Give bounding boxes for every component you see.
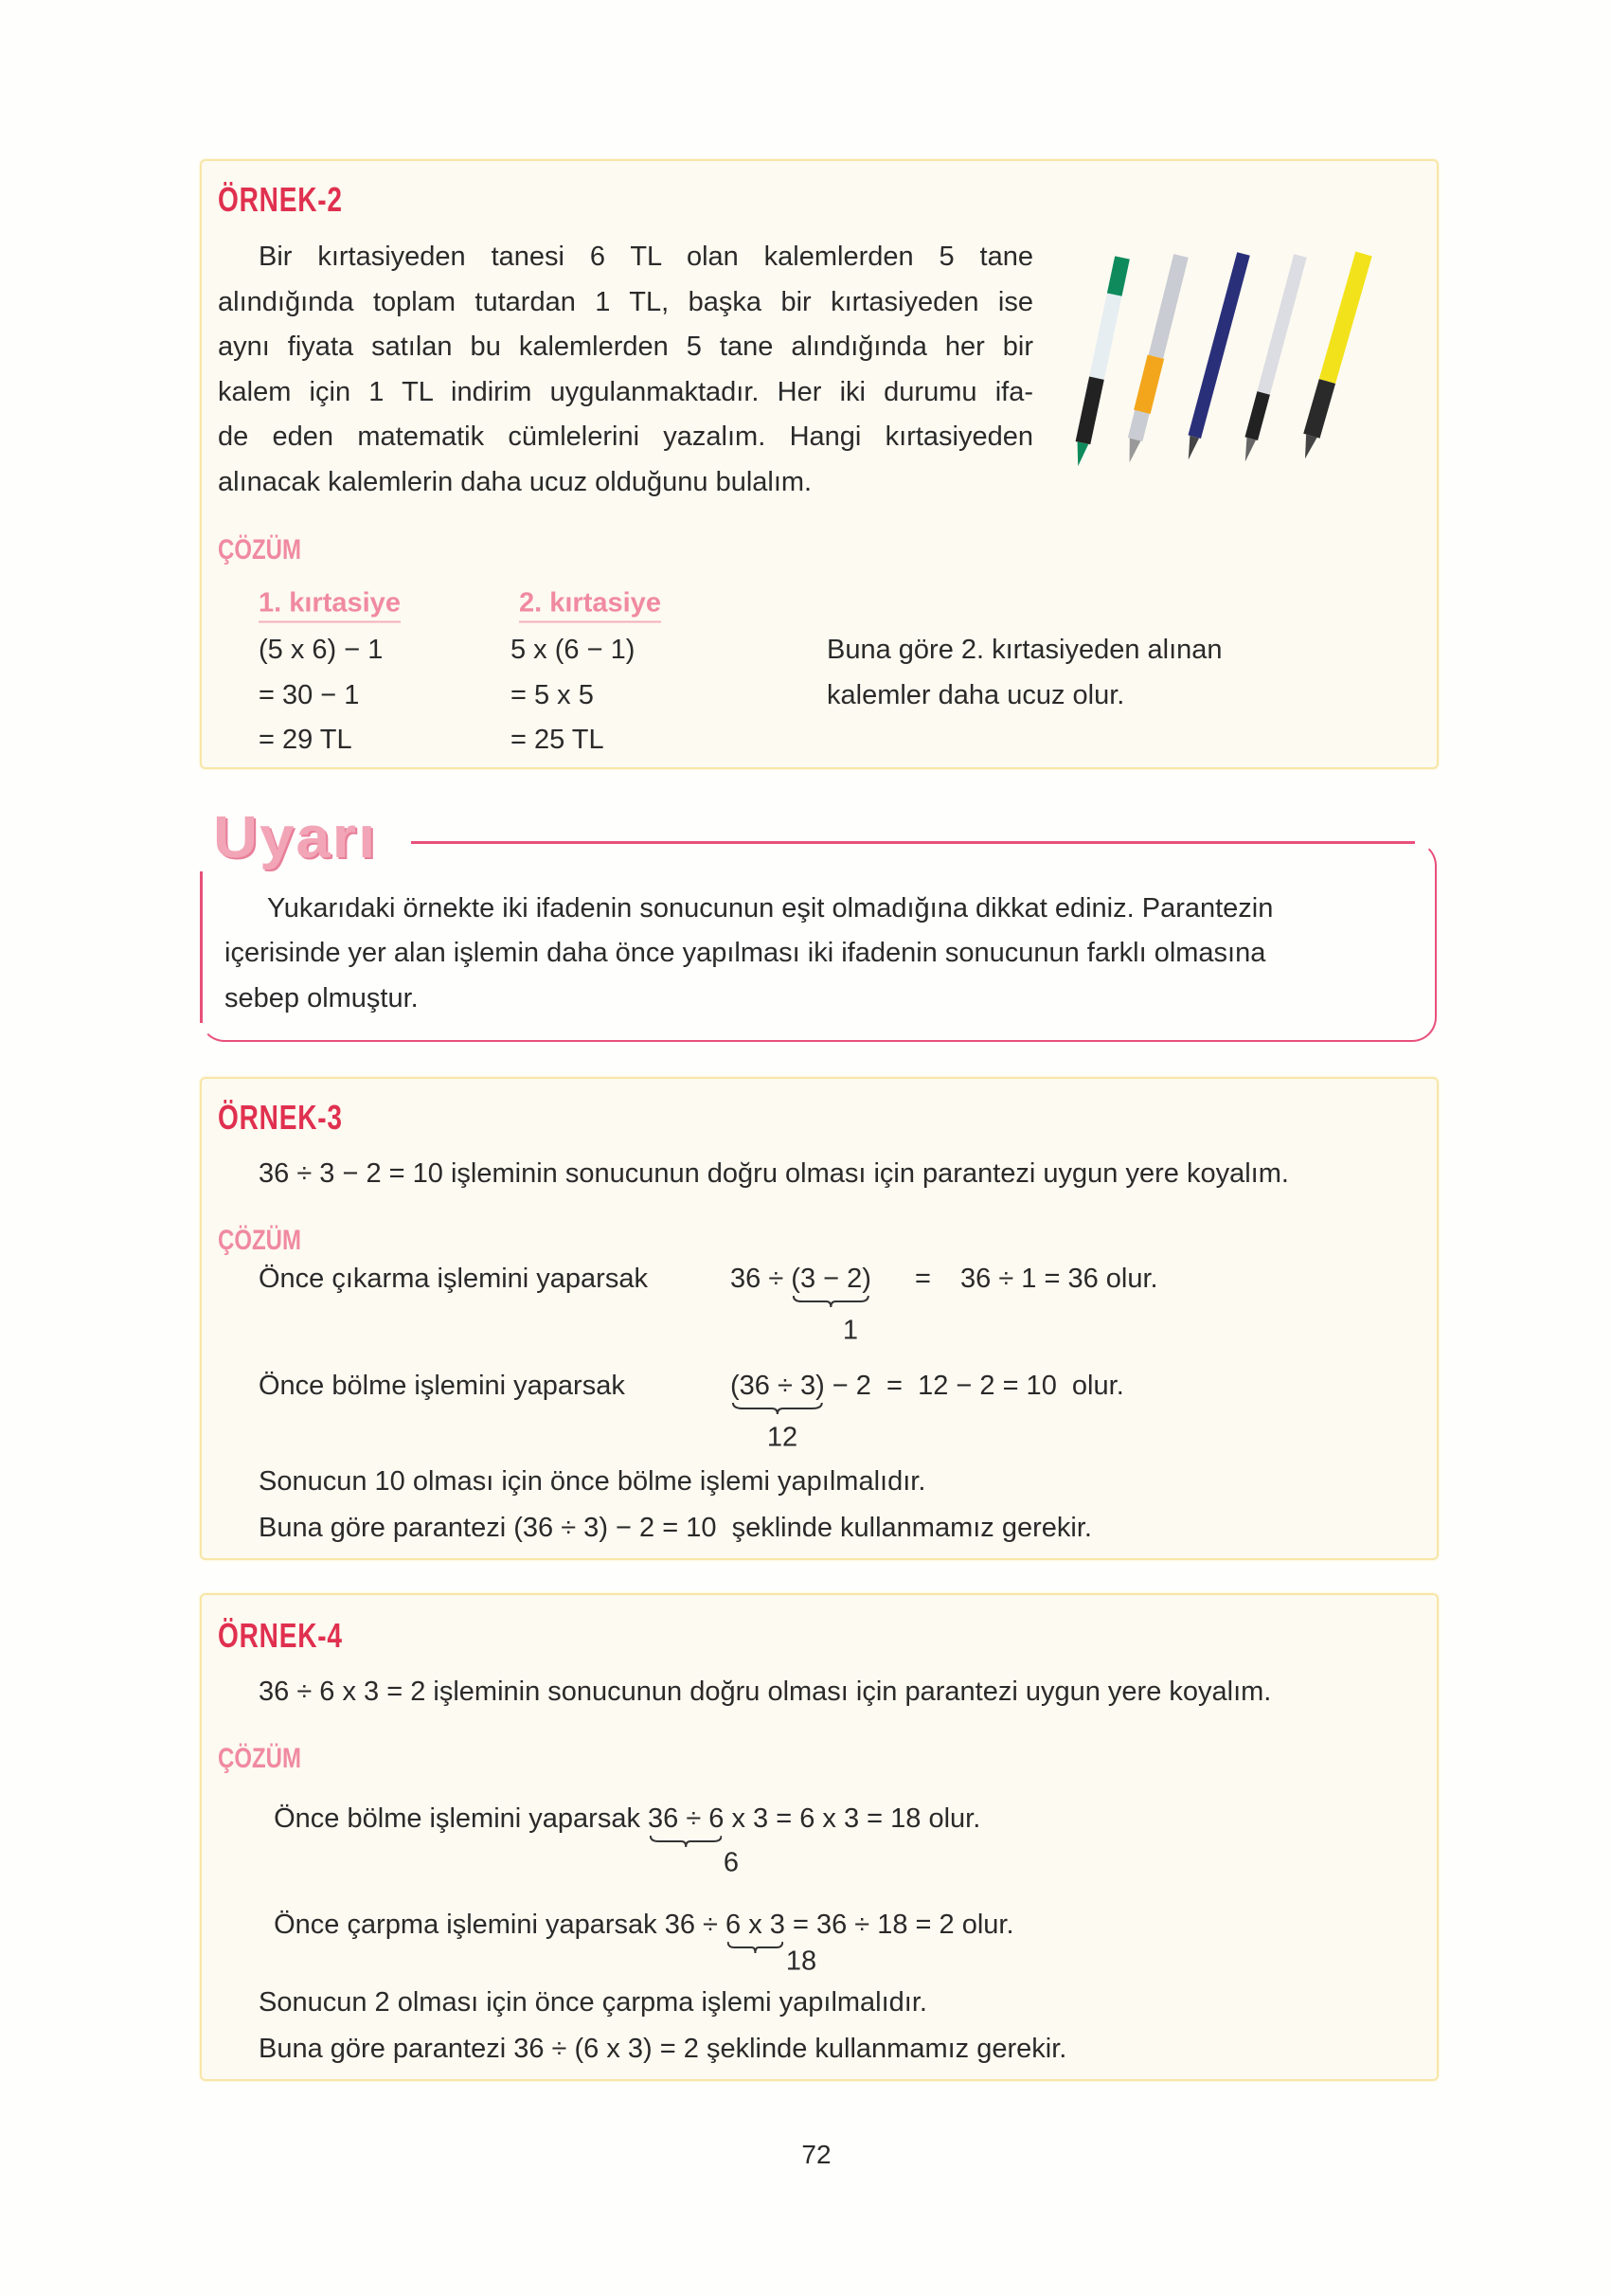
example-3-step1-under-value: 1: [842, 1315, 859, 1346]
example-3-step1-expression: [730, 1263, 871, 1295]
page-number: 72: [801, 2140, 832, 2169]
warning-text-line: içerisinde yer alan işlemin daha önce yapılması iki ifadenin sonucunun farklı olmasına: [224, 938, 1266, 968]
example-4-solution-label: ÇÖZÜM: [218, 1743, 301, 1774]
stationery-1-step: = 29 TL: [259, 725, 352, 755]
example-4-line4: Buna göre parantezi 36 ÷ (6 x 3) = 2 şeklinde kullanmamız gerekir.: [259, 2034, 1067, 2064]
braced-term: [791, 1263, 871, 1295]
expr-prefix: 36 ÷: [730, 1264, 792, 1294]
example-3-solution-label: ÇÖZÜM: [218, 1225, 301, 1256]
example-3-step1-result: 36 ÷ 1 = 36 olur.: [960, 1264, 1158, 1294]
example-2-text-line: de eden matematik cümlelerini yazalım. Hangi kırtasiyeden: [218, 422, 1033, 452]
example-4-line3: Sonucun 2 olması için önce çarpma işlemi yapılmalıdır.: [259, 1987, 927, 2018]
braced-term: [725, 1909, 785, 1941]
warning-title: Uyarı: [213, 804, 378, 870]
stationery-2-step: = 25 TL: [510, 725, 604, 755]
example-2-text-line: Bir kırtasiyeden tanesi 6 TL olan kalemlerden 5 tane: [259, 242, 1033, 272]
braced-text: (3 − 2): [791, 1264, 871, 1294]
stationery-1-header: 1. kırtasiye: [259, 588, 401, 623]
braced-term: [730, 1370, 825, 1402]
example-2-text-line: aynı fiyata satılan bu kalemlerden 5 tane alındığında her bir: [218, 332, 1033, 362]
example-2-title: ÖRNEK-2: [218, 180, 343, 219]
example-2-text-line: alınacak kalemlerin daha ucuz olduğunu bulalım.: [218, 467, 813, 497]
underbrace-icon: [650, 1835, 722, 1848]
example-4-step2-under-value: 18: [785, 1946, 817, 1977]
example-4-title: ÖRNEK-4: [218, 1616, 343, 1655]
underbrace-icon: [793, 1295, 869, 1308]
underbrace-icon: [727, 1941, 783, 1954]
example-2-text-line: alındığında toplam tutardan 1 TL, başka bir kırtasiyeden ise: [218, 287, 1033, 317]
step-label: Önce çarpma işlemini yaparsak 36 ÷: [274, 1910, 726, 1940]
pen-silver-icon: [1239, 254, 1307, 463]
stationery-1-step: (5 x 6) − 1: [259, 635, 384, 665]
warning-text-line: Yukarıdaki örnekte iki ifadenin sonucunun eşit olmadığına dikkat ediniz. Parantezin: [267, 893, 1274, 924]
expr-suffix: − 2 = 12 − 2 = 10 olur.: [824, 1371, 1124, 1401]
expr-suffix: = 36 ÷ 18 = 2 olur.: [784, 1910, 1014, 1940]
example-4-step1: [259, 1770, 980, 1835]
pen-green-icon: [1075, 256, 1130, 467]
braced-text: (36 ÷ 3): [730, 1371, 825, 1401]
example-2-solution-label: ÇÖZÜM: [218, 534, 301, 565]
example-3-step2-expression: [730, 1370, 1124, 1402]
example-3-line3: Sonucun 10 olması için önce bölme işlemi yapılmalıdır.: [259, 1466, 926, 1497]
pen-yellow-icon: [1297, 252, 1371, 461]
example-2-conclusion: kalemler daha ucuz olur.: [827, 680, 1125, 710]
example-3-step2-under-value: 12: [766, 1422, 798, 1453]
braced-term: [648, 1803, 724, 1835]
warning-text-line: sebep olmuştur.: [224, 983, 419, 1013]
example-2-text-line: kalem için 1 TL indirim uygulanmaktadır. Her iki durumu ifa-: [218, 377, 1033, 407]
example-3-question: 36 ÷ 3 − 2 = 10 işleminin sonucunun doğru olması için parantezi uygun yere koyalım.: [259, 1158, 1289, 1189]
underbrace-icon: [732, 1402, 823, 1415]
pens-image: [1075, 248, 1416, 477]
stationery-2-header: 2. kırtasiye: [519, 588, 661, 623]
braced-text: 6 x 3: [725, 1910, 785, 1940]
example-3-line4: Buna göre parantezi (36 ÷ 3) − 2 = 10 şeklinde kullanmamız gerekir.: [259, 1513, 1092, 1543]
stationery-2-step: = 5 x 5: [510, 680, 594, 710]
braced-text: 36 ÷ 6: [648, 1803, 725, 1834]
example-3-title: ÖRNEK-3: [218, 1098, 343, 1137]
step-label: Önce bölme işlemini yaparsak: [274, 1803, 649, 1834]
pen-blue-icon: [1182, 252, 1250, 461]
stationery-2-step: 5 x (6 − 1): [510, 635, 635, 665]
warning-box-left-border: [200, 871, 203, 1023]
example-3-step1-label: Önce çıkarma işlemini yaparsak: [259, 1264, 648, 1294]
example-4-question: 36 ÷ 6 x 3 = 2 işleminin sonucunun doğru olması için parantezi uygun yere koyalım.: [259, 1677, 1272, 1707]
example-3-step2-label: Önce bölme işlemini yaparsak: [259, 1371, 625, 1401]
expr-suffix: x 3 = 6 x 3 = 18 olur.: [724, 1803, 981, 1834]
example-4-step1-under-value: 6: [723, 1847, 740, 1878]
example-3-step1-equals: =: [915, 1264, 931, 1294]
stationery-1-step: = 30 − 1: [259, 680, 360, 710]
example-2-conclusion: Buna göre 2. kırtasiyeden alınan: [827, 635, 1223, 665]
warning-box-top-line: [411, 841, 1415, 844]
example-4-step2: [259, 1876, 1014, 1941]
pen-orange-icon: [1121, 254, 1190, 465]
